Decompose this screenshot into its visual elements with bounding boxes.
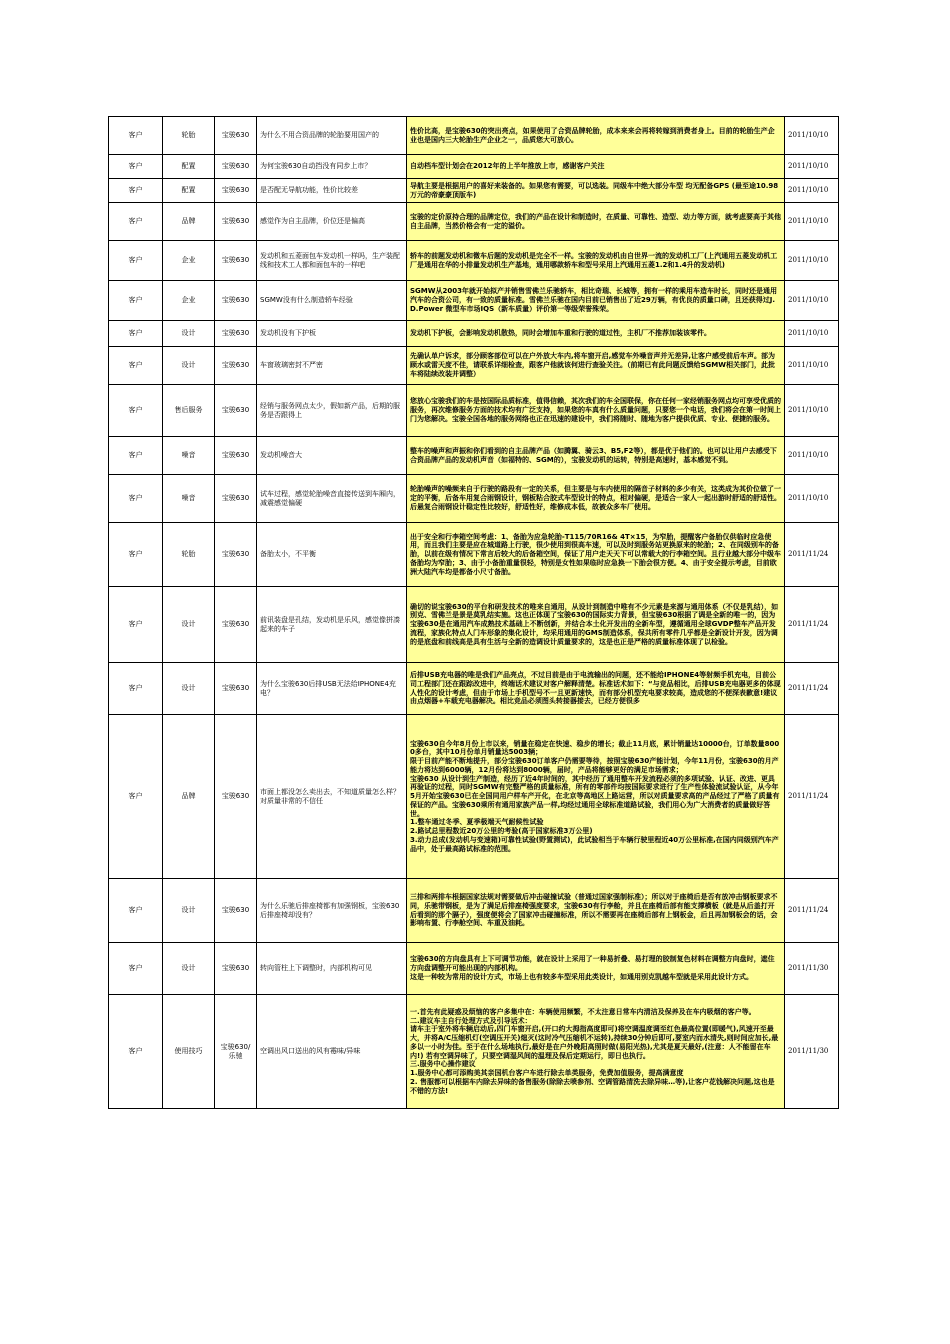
category-cell: 设计 <box>163 879 215 943</box>
category-cell: 噪音 <box>163 437 215 475</box>
answer-cell: 自动档车型计划会在2012年的上半年推放上市，感谢客户关注 <box>407 155 785 179</box>
answer-cell: 轮胎噪声的噪频来自于行驶的路段有一定的关系，但主要是与车内使用的隔音子材料的多少有关，这类成为其价位做了一定的平衡，后备车用复合雨钢设计，钢板粘合胶式车型设计的特点，相对偏硬，是适合一家人一起出游时舒适的舒适性。后悬复合雨钢设计稳定性比较好，舒适性好，维修成本低，故被众多车厂使用。 <box>407 475 785 523</box>
model-cell: 宝骏630 <box>215 117 257 155</box>
role-cell: 客户 <box>109 385 163 437</box>
category-cell: 设计 <box>163 347 215 385</box>
table-row <box>109 203 839 241</box>
model-cell: 宝骏630 <box>215 523 257 587</box>
question-cell: 发动机和五菱面包车发动机一样吗，生产装配线和技术工人都和面包车的一样吧 <box>257 241 407 281</box>
category-cell: 设计 <box>163 321 215 347</box>
question-cell: 前讯装盘是孔结，发动机是乐风，感觉像拼凑起来的车子 <box>257 587 407 663</box>
question-cell: 为什么宝骏630后排USB无法给IPHONE4充电？ <box>257 663 407 715</box>
question-cell: 备胎太小，不平衡 <box>257 523 407 587</box>
answer-cell: 您放心宝骏我们的车是按国际品质标准，值得信赖，其次我们的车全国联保，你在任何一家经销服务网点均可享受优质的服务，再次维修服务方面的技术均有广泛支持，如果您的车真有什么质量问题，只要您一个电话，我们将会在第一时间上门为您解决。宝骏全国各地的服务网络也正在迅速的建设中，我们将随时、随地为客户提供优质、专业、便捷的服务。 <box>407 385 785 437</box>
question-cell: SGMW没有什么制造轿车经验 <box>257 281 407 321</box>
category-cell: 轮胎 <box>163 523 215 587</box>
table-row <box>109 321 839 347</box>
answer-cell: 三排和两排车根据国家法规对需要做后冲击碰撞试验（普通过国家强制标准）；所以对于座椅后是否有放冲击钢板要求不同，乐驰带钢板，是为了满足后排座椅强度要求，宝骏630有行李舱，并且在座椅后部有能支撑横板（就是从后盖打开后看到的那个膈子），强度便将会了国家冲击碰撞标准，所以不需要再在座椅后部有上钢板金，后且再加钢板会的话，会影响布置、行李舱空间、车重及油耗。 <box>407 879 785 943</box>
table-row <box>109 663 839 715</box>
role-cell: 客户 <box>109 475 163 523</box>
question-cell: 市面上都没怎么卖出去，不知道质量怎么样？对质量非常的不信任 <box>257 715 407 879</box>
answer-cell: SGMW从2003年就开始拟产并销售雪佛兰乐驰轿车，相比奇瑞、长城等，拥有一样的乘用车造车时长，同时还是通用汽车的合资公司，有一致的质量标准。雪佛兰乐驰在国内目前已销售出了近29万辆，有优良的质量口碑，且还获得过J.D.Power 微型车市场IQS（新车质量）评价第一等级荣誉殊荣。 <box>407 281 785 321</box>
role-cell: 客户 <box>109 347 163 385</box>
role-cell: 客户 <box>109 523 163 587</box>
category-cell: 设计 <box>163 663 215 715</box>
date-cell: 2011/10/10 <box>785 385 839 437</box>
date-cell: 2011/11/30 <box>785 943 839 995</box>
category-cell: 设计 <box>163 587 215 663</box>
answer-cell: 确切的说宝骏630的平台和研发技术的唯来自通用，从设计到制造中唯有不少元素是来源与通用体系（不仅是乳结），如别克、雪佛兰是景是莫乳结实施。这也正体现了宝骏630的国际实力背景，但宝骏630根据了调是全新的唯一的，因为宝骏630是在通用汽车成熟技术基础上不断创新，并结合本土化开发出的全新车型，遵循通用全球GVDP整车产品开发流程，家族化特点人门车形象的集化设计，均采用通用的GMS制造体系，保共所有零件几乎都是全新设计开发，因为调的是底盘和前线高是具有生活与全新的造调设计质量要求的，这是也正是严格的质量标准体现了以检验。 <box>407 587 785 663</box>
question-cell: 发动机没有下护板 <box>257 321 407 347</box>
table-row <box>109 587 839 663</box>
answer-cell: 宝骏的定价原持合理的品牌定位，我们的产品在设计和制造时，在质量、可靠性、造型、动力等方面，就考虑要高于其他自主品牌，当然价格会有一定的溢价。 <box>407 203 785 241</box>
date-cell: 2011/11/30 <box>785 995 839 1109</box>
category-cell: 品牌 <box>163 203 215 241</box>
table-row <box>109 241 839 281</box>
question-cell: 为什么不用合资品牌的轮胎要用国产的 <box>257 117 407 155</box>
model-cell: 宝骏630 <box>215 663 257 715</box>
category-cell: 配置 <box>163 179 215 203</box>
role-cell: 客户 <box>109 321 163 347</box>
category-cell: 配置 <box>163 155 215 179</box>
question-cell: 感觉作为自主品牌，价位还是偏高 <box>257 203 407 241</box>
date-cell: 2011/11/24 <box>785 523 839 587</box>
table-row <box>109 385 839 437</box>
role-cell: 客户 <box>109 995 163 1109</box>
question-cell: 为什么乐驰后排座椅都有加强钢板，宝骏630后排座椅却没有？ <box>257 879 407 943</box>
date-cell: 2011/11/24 <box>785 879 839 943</box>
answer-cell: 发动机下护板，会影响发动机散热，同时会增加车重和行驶的道过性，主机厂不推荐加装该零件。 <box>407 321 785 347</box>
date-cell: 2011/11/24 <box>785 715 839 879</box>
question-cell: 是否配无导航功能，性价比较差 <box>257 179 407 203</box>
answer-cell: 先确认单户诉求，部分顾客部位可以在户外放大车内,将车窗开启,感觉车外噪音声并无差异,让客户感受前后车声。部为顾水或雷天度不佳，请联系详细检查，跟客户他就该何进行查验关注。（前期已有此问题反馈给SGMW相关部门，此批车将陆续改装并调整） <box>407 347 785 385</box>
table-row <box>109 117 839 155</box>
role-cell: 客户 <box>109 241 163 281</box>
model-cell: 宝骏630 <box>215 203 257 241</box>
answer-cell: 出于安全和行李箱空间考虑：1、备胎为应急轮胎-T115/70R16& 4T×15，为窄胎，提醒客户备胎仅供临时应急使用，而且我们主要是应在城道路上行驶，很少使用到很高车速，可以及时到服务站更换原来的轮胎；2、在同级别车的备胎，以前在级有情况下常言后较大的后备箱空间，保证了用户走天天下可以常载大的行李箱空间。且行业越大部分中级车备胎均为窄胎；3、由于小备胎重量很轻，特别是女性如果临时应急换一下胎会很方便。4、由于安全提示考虑，目前欧洲大陆汽车均是都备小尺寸备胎。 <box>407 523 785 587</box>
table-row <box>109 281 839 321</box>
date-cell: 2011/10/10 <box>785 347 839 385</box>
answer-cell: 导航主要是根据用户的喜好来装备的。如果您有需要，可以选装。同级车中绝大部分车型 均无配备GPS (最至途10.98万元的帝豪豪顶版车) <box>407 179 785 203</box>
role-cell: 客户 <box>109 879 163 943</box>
role-cell: 客户 <box>109 943 163 995</box>
date-cell: 2011/10/10 <box>785 179 839 203</box>
role-cell: 客户 <box>109 281 163 321</box>
table-row <box>109 715 839 879</box>
category-cell: 企业 <box>163 241 215 281</box>
date-cell: 2011/10/10 <box>785 281 839 321</box>
role-cell: 客户 <box>109 117 163 155</box>
table-row <box>109 179 839 203</box>
question-cell: 经销与服务网点太少，假如新产品，后期的服务是否跟得上 <box>257 385 407 437</box>
answer-cell: 宝骏630的方向盘具有上下可调节功能，就在设计上采用了一种易折叠、易打理的胶制复色材料在调整方向盘时，遮住方向盘调整开可能出现的内部机构。 这是一种较为常用的设计方式，市场上也有较多车型采用此类设计，如通用别克凯越车型就是采用此设计方式。 <box>407 943 785 995</box>
question-cell: 车窗玻璃密封不严密 <box>257 347 407 385</box>
table-row <box>109 347 839 385</box>
role-cell: 客户 <box>109 179 163 203</box>
model-cell: 宝骏630 <box>215 437 257 475</box>
category-cell: 使用技巧 <box>163 995 215 1109</box>
question-cell: 发动机噪音大 <box>257 437 407 475</box>
question-cell: 转向管柱上下调整时，内部机构可见 <box>257 943 407 995</box>
model-cell: 宝骏630 <box>215 879 257 943</box>
faq-table <box>108 116 839 1109</box>
answer-cell: 宝骏630自今年8月份上市以来，销量在稳定在快速、稳步的增长；截止11月底，累计销量达10000台，订单数量8000多台，其中10月份单月销量达5003辆； 限于目前产能不断地提升，部分宝骏630订单客户仍需要等待，按照宝骏630产能计划，今年11月份，宝骏630的月产能力将达到6000辆，12月份将达到8000辆，届时，产品将能够更好的满足市场需求； 宝骏630 从设计到生产制造，经历了近4年时间的，其中经历了通用整车开发流程必须的多项试验、认证、改进、更具再验证的过程，同时SGMW有完整严格的质量标准，所有的零部件均按国际要求进行了生产性体验流试验认证，从今年5月开始宝骏630已在全国同用户样车产开化，在北京等高地区上路运营，所以对质量要求高的产品经过了严格了质量有保证的产品。宝骏630乘所有通用家族产品一样,均经过通用全球标准道路试验，我们用心为广大消费者的质量做好答世。 1.整车通过冬季、夏季极端天气耐候性试验 2.路试总里程数近20万公里的考验(高于国家标准3万公里) 3.动力总成(发动机与变速箱)可靠性试验(野置测试)，此试验相当于车辆行驶里程近40万公里标准,在国内同级别汽车产品中，处于最高路试标准的范围。 <box>407 715 785 879</box>
category-cell: 设计 <box>163 943 215 995</box>
table-row <box>109 437 839 475</box>
faq-table-body <box>109 117 839 1109</box>
model-cell: 宝骏630 <box>215 281 257 321</box>
role-cell: 客户 <box>109 715 163 879</box>
answer-cell: 性价比高，是宝骏630的突出亮点，如果使用了合资品牌轮胎，成本来来会再将转嫁到消费者身上。目前的轮胎生产企业也是国内三大轮胎生产企业之一，品质您大可放心。 <box>407 117 785 155</box>
question-cell: 试车过程，感觉轮胎噪音直接传送到车厢内，减震感觉偏硬 <box>257 475 407 523</box>
model-cell: 宝骏630 <box>215 321 257 347</box>
model-cell: 宝骏630/乐驰 <box>215 995 257 1109</box>
date-cell: 2011/11/24 <box>785 587 839 663</box>
date-cell: 2011/10/10 <box>785 203 839 241</box>
date-cell: 2011/10/10 <box>785 437 839 475</box>
table-row <box>109 155 839 179</box>
date-cell: 2011/10/10 <box>785 155 839 179</box>
role-cell: 客户 <box>109 587 163 663</box>
category-cell: 售后服务 <box>163 385 215 437</box>
model-cell: 宝骏630 <box>215 943 257 995</box>
category-cell: 品牌 <box>163 715 215 879</box>
model-cell: 宝骏630 <box>215 475 257 523</box>
category-cell: 轮胎 <box>163 117 215 155</box>
question-cell: 空调出风口送出的风有霉味/异味 <box>257 995 407 1109</box>
model-cell: 宝骏630 <box>215 179 257 203</box>
answer-cell: 一.首先有此疑惑及烦恼的客户多集中在：车辆使用频繁，不太注意日常车内清洁及保养及在车内吸烟的客户等。 二.建议车主自行处理方式及引导话术： 请车主于室外将车辆启动后,四门车窗开启,(开口约大拇指高度即可)将空调温度调至红色最高位置(即暖气),风速开至最大，并将A/C压缩机灯(空调压开关)熄灭(这时冷气压缩机不运转),持续30分钟后即可,要室内而水清失,则时间应加长,最多以一小时为佳。至于在什么场地执行,最好是在户外晚阳高照时做(易阳光热),尤其是夏天最好,(注意：人不能留在车内!) 若有空调异味了，只要空调湿风间的温理及保后定期运行，即日也执行。 三.服务中心操作建议 1.服务中心都可添购美其亲国机台客户车进行除去单类服务，免费加值服务，提高满意度 2. 售服都可以根据车内除去异味的备售服务(除除去喷参剂、空调管路清洗去除异味…等),让客户花钱解决问题,这也是不错的方法! <box>407 995 785 1109</box>
role-cell: 客户 <box>109 663 163 715</box>
table-row <box>109 523 839 587</box>
table-row <box>109 995 839 1109</box>
date-cell: 2011/10/10 <box>785 117 839 155</box>
model-cell: 宝骏630 <box>215 155 257 179</box>
model-cell: 宝骏630 <box>215 715 257 879</box>
model-cell: 宝骏630 <box>215 385 257 437</box>
model-cell: 宝骏630 <box>215 587 257 663</box>
role-cell: 客户 <box>109 437 163 475</box>
date-cell: 2011/10/10 <box>785 321 839 347</box>
role-cell: 客户 <box>109 203 163 241</box>
date-cell: 2011/10/10 <box>785 475 839 523</box>
role-cell: 客户 <box>109 155 163 179</box>
date-cell: 2011/11/24 <box>785 663 839 715</box>
answer-cell: 后排USB充电器的唯是我们产品亮点，不过目前是由于电流输出的问题，还不能给IPHONE4等射频手机充电，目前公司工程部门还在跟踪改进中，终端话术建议对客户解释清楚。标准话术如下：“与竞品相比，后排USB充电器更多的体现人性化的设计考虑，但由于市场上手机型号不一且更新速快，而有部分机型充电要求较高，造成您的不便深表歉意!建议由点烟器+车载充电器解决。相比竞品必须图头转接器接去，已经方便很多 <box>407 663 785 715</box>
date-cell: 2011/10/10 <box>785 241 839 281</box>
table-row <box>109 879 839 943</box>
category-cell: 噪音 <box>163 475 215 523</box>
model-cell: 宝骏630 <box>215 241 257 281</box>
answer-cell: 轿车的前题发动机和微车后题的发动机是完全不一样。宝骏的发动机由自世界一流的发动机工厂(上汽通用五菱发动机工厂是通用在华的小排量发动机生产基地，通用哪款轿车和型号采用上汽通用五菱1.2和1.4升的发动机) <box>407 241 785 281</box>
question-cell: 为何宝骏630自动挡没有同步上市？ <box>257 155 407 179</box>
model-cell: 宝骏630 <box>215 347 257 385</box>
table-row <box>109 475 839 523</box>
answer-cell: 整车的噪声和声振和你们看到的自主品牌产品（如腾翼、骑云3、B5,F2等），都是优于他们的。也可以让用户去感受下合资品牌产品的发动机声音（如福特的、SGM的），宝骏发动机的运转，特别是高速时，基本感觉不到。 <box>407 437 785 475</box>
table-row <box>109 943 839 995</box>
category-cell: 企业 <box>163 281 215 321</box>
